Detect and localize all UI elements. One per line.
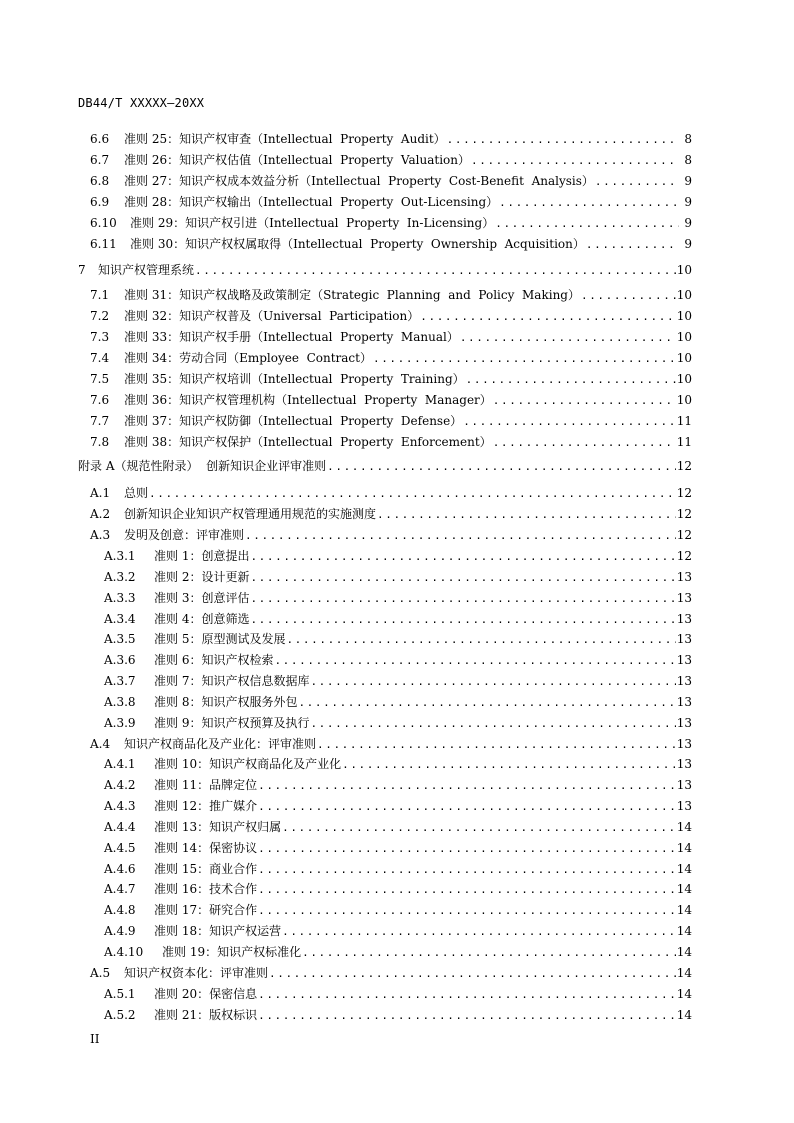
toc-entry[interactable] [104, 819, 692, 835]
toc-entry-number: A.4.5 [104, 841, 136, 855]
toc-entry[interactable] [90, 173, 692, 189]
toc-entry-number: A.3.9 [104, 716, 136, 730]
toc-entry-page: 14 [676, 987, 692, 1001]
toc-entry[interactable] [90, 485, 692, 501]
toc-entry[interactable] [104, 715, 692, 731]
toc-leader-dots [282, 820, 676, 836]
toc-leader-dots [258, 903, 676, 919]
toc-leader-dots [286, 632, 675, 648]
toc-entry-title: 准则 37：知识产权防御（Intellectual Property Defense） [124, 414, 463, 428]
toc-leader-dots [493, 435, 676, 451]
toc-leader-dots [250, 549, 675, 565]
toc-entry[interactable] [104, 881, 692, 897]
toc-entry[interactable] [90, 308, 692, 324]
toc-entry-title: 知识产权资本化：评审准则 [124, 966, 269, 980]
toc-leader-dots [258, 841, 676, 857]
toc-entry-number: 6.10 [90, 216, 117, 230]
toc-entry-page: 13 [676, 570, 692, 584]
toc-entry-title: 准则 33：知识产权手册（Intellectual Property Manual） [124, 330, 459, 344]
toc-entry-title: 准则 29：知识产权引进（Intellectual Property In-Licensing） [130, 216, 495, 230]
toc-entry-page: 14 [676, 945, 692, 959]
toc-entry-number: 6.7 [90, 153, 110, 167]
toc-entry-page: 9 [684, 195, 692, 209]
toc-entry[interactable] [90, 965, 692, 981]
toc-entry-number: A.4.10 [104, 945, 144, 959]
toc-leader-dots [460, 330, 676, 346]
toc-entry-title: 准则 8：知识产权服务外包 [154, 695, 298, 709]
toc-entry-number: A.5.2 [104, 1008, 136, 1022]
toc-entry-title: 准则 27：知识产权成本效益分析（Intellectual Property Cost-Benefit Analysis） [124, 174, 594, 188]
toc-leader-dots [317, 737, 676, 753]
toc-entry-title: 准则 10：知识产权商品化及产业化 [154, 757, 342, 771]
toc-leader-dots [195, 263, 676, 279]
toc-entry-page: 9 [684, 216, 692, 230]
toc-entry[interactable] [104, 777, 692, 793]
toc-leader-dots [250, 612, 675, 628]
toc-entry[interactable] [90, 236, 692, 252]
toc-entry-title: 准则 38：知识产权保护（Intellectual Property Enforcement） [124, 435, 492, 449]
toc-entry-page: 9 [684, 174, 692, 188]
toc-entry-page: 11 [676, 435, 692, 449]
toc-leader-dots [447, 132, 679, 148]
toc-entry-number: 6.6 [90, 132, 110, 146]
toc-entry-page: 13 [676, 695, 692, 709]
toc-leader-dots [310, 716, 675, 732]
toc-entry-title: 准则 31：知识产权战略及政策制定（Strategic Planning and Policy Making） [124, 288, 580, 302]
toc-entry-number: A.3.7 [104, 674, 136, 688]
toc-entry-title: （规范性附录） 创新知识企业评审准则 [114, 459, 327, 473]
toc-entry-title: 总则 [124, 486, 149, 500]
toc-entry-number: 附录 A [78, 459, 115, 473]
toc-entry-number: 7.4 [90, 351, 110, 365]
toc-entry-page: 14 [676, 1008, 692, 1022]
toc-leader-dots [463, 414, 676, 430]
toc-entry-title: 知识产权商品化及产业化：评审准则 [124, 737, 317, 751]
standard-id: DB44/T XXXXX—20XX [78, 96, 205, 110]
toc-leader-dots [245, 528, 676, 544]
toc-entry-number: A.4.8 [104, 903, 136, 917]
toc-entry-page: 12 [676, 486, 692, 500]
toc-entry-title: 发明及创意：评审准则 [124, 528, 245, 542]
toc-entry[interactable] [90, 350, 692, 366]
toc-leader-dots [258, 882, 676, 898]
toc-leader-dots [581, 288, 676, 304]
toc-entry-number: A.4.1 [104, 757, 136, 771]
toc-entry[interactable] [104, 798, 692, 814]
toc-leader-dots [282, 924, 676, 940]
toc-entry-title: 准则 9：知识产权预算及执行 [154, 716, 310, 730]
toc-entry[interactable] [104, 986, 692, 1002]
toc-entry[interactable] [90, 527, 692, 543]
toc-entry-number: A.5 [90, 966, 111, 980]
toc-entry-number: 6.8 [90, 174, 110, 188]
toc-entry-number: A.4.6 [104, 862, 136, 876]
toc-entry-page: 12 [676, 549, 692, 563]
toc-entry-page: 10 [676, 288, 692, 302]
toc-entry-page: 13 [676, 757, 692, 771]
toc-leader-dots [373, 351, 676, 367]
toc-entry-page: 12 [676, 528, 692, 542]
toc-leader-dots [342, 757, 676, 773]
toc-entry[interactable] [90, 152, 692, 168]
toc-entry-number: A.4.4 [104, 820, 136, 834]
toc-entry-page: 12 [676, 507, 692, 521]
toc-leader-dots [495, 216, 679, 232]
toc-entry-page: 9 [684, 237, 692, 251]
toc-entry-page: 14 [676, 966, 692, 980]
toc-entry[interactable] [104, 548, 692, 564]
toc-entry-title: 准则 28：知识产权输出（Intellectual Property Out-Licensing） [124, 195, 499, 209]
toc-entry-title: 准则 13：知识产权归属 [154, 820, 282, 834]
toc-entry[interactable] [104, 652, 692, 668]
toc-leader-dots [250, 591, 675, 607]
toc-entry-page: 13 [676, 653, 692, 667]
toc-entry-number: A.4.3 [104, 799, 136, 813]
toc-entry-title: 准则 18：知识产权运营 [154, 924, 282, 938]
toc-entry-page: 14 [676, 924, 692, 938]
toc-entry-title: 知识产权管理系统 [98, 263, 195, 277]
toc-entry[interactable] [90, 329, 692, 345]
toc-entry[interactable] [90, 392, 692, 408]
toc-leader-dots [149, 486, 676, 502]
toc-entry-page: 14 [676, 841, 692, 855]
toc-entry-title: 准则 26：知识产权估值（Intellectual Property Valuation） [124, 153, 470, 167]
toc-entry-number: 7.6 [90, 393, 110, 407]
toc-entry[interactable] [90, 194, 692, 210]
toc-entry-title: 准则 25：知识产权审查（Intellectual Property Audit） [124, 132, 446, 146]
toc-entry-page: 10 [676, 263, 692, 277]
toc-entry-number: A.5.1 [104, 987, 136, 1001]
toc-entry-title: 准则 7：知识产权信息数据库 [154, 674, 310, 688]
toc-entry-page: 13 [676, 674, 692, 688]
toc-entry-number: A.3.1 [104, 549, 136, 563]
toc-entry-title: 准则 5：原型测试及发展 [154, 632, 286, 646]
toc-entry-page: 8 [684, 153, 692, 167]
toc-entry[interactable] [104, 861, 692, 877]
toc-entry[interactable] [90, 413, 692, 429]
toc-entry[interactable] [104, 631, 692, 647]
toc-entry[interactable] [90, 287, 692, 303]
toc-entry-title: 准则 16：技术合作 [154, 882, 258, 896]
toc-leader-dots [302, 945, 676, 961]
toc-entry-number: 7.8 [90, 435, 110, 449]
toc-entry-page: 11 [676, 414, 692, 428]
toc-leader-dots [471, 153, 679, 169]
toc-entry[interactable] [104, 611, 692, 627]
toc-entry-title: 准则 2：设计更新 [154, 570, 250, 584]
toc-entry-number: A.4.2 [104, 778, 136, 792]
toc-entry-title: 准则 19：知识产权标准化 [162, 945, 302, 959]
toc-entry-page: 13 [676, 778, 692, 792]
toc-entry-title: 准则 30：知识产权权属取得（Intellectual Property Ownership Acquisition） [130, 237, 585, 251]
toc-leader-dots [274, 653, 675, 669]
toc-leader-dots [493, 393, 676, 409]
toc-entry[interactable] [104, 673, 692, 689]
toc-entry[interactable] [90, 506, 692, 522]
toc-entry-title: 准则 34：劳动合同（Employee Contract） [124, 351, 372, 365]
toc-entry-title: 准则 3：创意评估 [154, 591, 250, 605]
toc-entry-title: 准则 21：版权标识 [154, 1008, 258, 1022]
toc-entry[interactable] [104, 840, 692, 856]
toc-entry-page: 10 [676, 330, 692, 344]
toc-leader-dots [586, 237, 679, 253]
toc-entry-number: 6.11 [90, 237, 117, 251]
toc-leader-dots [250, 570, 675, 586]
toc-entry-title: 准则 11：品牌定位 [154, 778, 258, 792]
toc-entry-page: 13 [676, 632, 692, 646]
toc-entry[interactable] [78, 458, 692, 474]
toc-entry-title: 准则 15：商业合作 [154, 862, 258, 876]
toc-entry-number: 7.1 [90, 288, 110, 302]
toc-entry-title: 准则 32：知识产权普及（Universal Participation） [124, 309, 420, 323]
toc-entry[interactable] [104, 569, 692, 585]
toc-entry-number: A.4.7 [104, 882, 136, 896]
toc-leader-dots [377, 507, 676, 523]
toc-leader-dots [420, 309, 675, 325]
toc-entry-title: 准则 20：保密信息 [154, 987, 258, 1001]
toc-entry[interactable] [104, 1007, 692, 1023]
toc-entry-title: 准则 4：创意筛选 [154, 612, 250, 626]
toc-entry-number: 7 [78, 263, 86, 277]
toc-entry-title: 准则 1：创意提出 [154, 549, 250, 563]
toc-leader-dots [298, 695, 675, 711]
toc-entry[interactable] [90, 736, 692, 752]
toc-entry-number: 7.3 [90, 330, 110, 344]
toc-entry-number: A.4.9 [104, 924, 136, 938]
toc-entry[interactable] [104, 590, 692, 606]
toc-entry-title: 准则 17：研究合作 [154, 903, 258, 917]
toc-leader-dots [258, 987, 676, 1003]
toc-entry[interactable] [104, 923, 692, 939]
toc-entry-title: 创新知识企业知识产权管理通用规范的实施测度 [124, 507, 377, 521]
toc-entry-title: 准则 36：知识产权管理机构（Intellectual Property Manager） [124, 393, 492, 407]
toc-leader-dots [466, 372, 676, 388]
toc-leader-dots [258, 799, 676, 815]
toc-entry-page: 14 [676, 882, 692, 896]
toc-entry-title: 准则 35：知识产权培训（Intellectual Property Training） [124, 372, 465, 386]
toc-leader-dots [595, 174, 679, 190]
toc-leader-dots [327, 459, 676, 475]
toc-entry-page: 14 [676, 820, 692, 834]
toc-entry-page: 13 [676, 737, 692, 751]
toc-entry-title: 准则 12：推广媒介 [154, 799, 258, 813]
toc-entry[interactable] [90, 434, 692, 450]
toc-entry[interactable] [104, 902, 692, 918]
toc-leader-dots [499, 195, 679, 211]
toc-entry-number: A.3 [90, 528, 111, 542]
toc-entry-page: 13 [676, 591, 692, 605]
toc-entry-number: 7.2 [90, 309, 110, 323]
toc-entry[interactable] [78, 262, 692, 278]
toc-entry-page: 14 [676, 903, 692, 917]
toc-entry-number: A.3.2 [104, 570, 136, 584]
toc-entry-number: 7.5 [90, 372, 110, 386]
toc-entry-page: 8 [684, 132, 692, 146]
toc-entry[interactable] [90, 215, 692, 231]
toc-entry[interactable] [104, 694, 692, 710]
toc-entry-number: A.3.5 [104, 632, 136, 646]
toc-entry-page: 13 [676, 716, 692, 730]
toc-leader-dots [258, 862, 676, 878]
toc-entry-number: A.1 [90, 486, 111, 500]
toc-entry-number: A.3.8 [104, 695, 136, 709]
toc-entry[interactable] [90, 371, 692, 387]
toc-entry-page: 14 [676, 862, 692, 876]
toc-entry-number: A.3.4 [104, 612, 136, 626]
toc-entry-number: A.3.3 [104, 591, 136, 605]
toc-entry-number: 7.7 [90, 414, 110, 428]
toc-entry[interactable] [90, 131, 692, 147]
toc-entry-page: 10 [676, 372, 692, 386]
toc-entry-number: A.4 [90, 737, 111, 751]
page-number: II [90, 1032, 100, 1046]
toc-entry-page: 13 [676, 612, 692, 626]
toc-leader-dots [258, 778, 676, 794]
toc-entry-number: A.2 [90, 507, 111, 521]
toc-entry[interactable] [104, 756, 692, 772]
toc-entry-number: 6.9 [90, 195, 110, 209]
toc-entry-page: 10 [676, 309, 692, 323]
toc-entry-page: 12 [676, 459, 692, 473]
toc-entry-number: A.3.6 [104, 653, 136, 667]
toc-leader-dots [258, 1008, 676, 1024]
toc-leader-dots [269, 966, 676, 982]
toc-entry[interactable] [104, 944, 692, 960]
toc-entry-page: 13 [676, 799, 692, 813]
toc-leader-dots [310, 674, 675, 690]
toc-entry-title: 准则 6：知识产权检索 [154, 653, 274, 667]
toc-entry-title: 准则 14：保密协议 [154, 841, 258, 855]
toc-entry-page: 10 [676, 393, 692, 407]
toc-entry-page: 10 [676, 351, 692, 365]
